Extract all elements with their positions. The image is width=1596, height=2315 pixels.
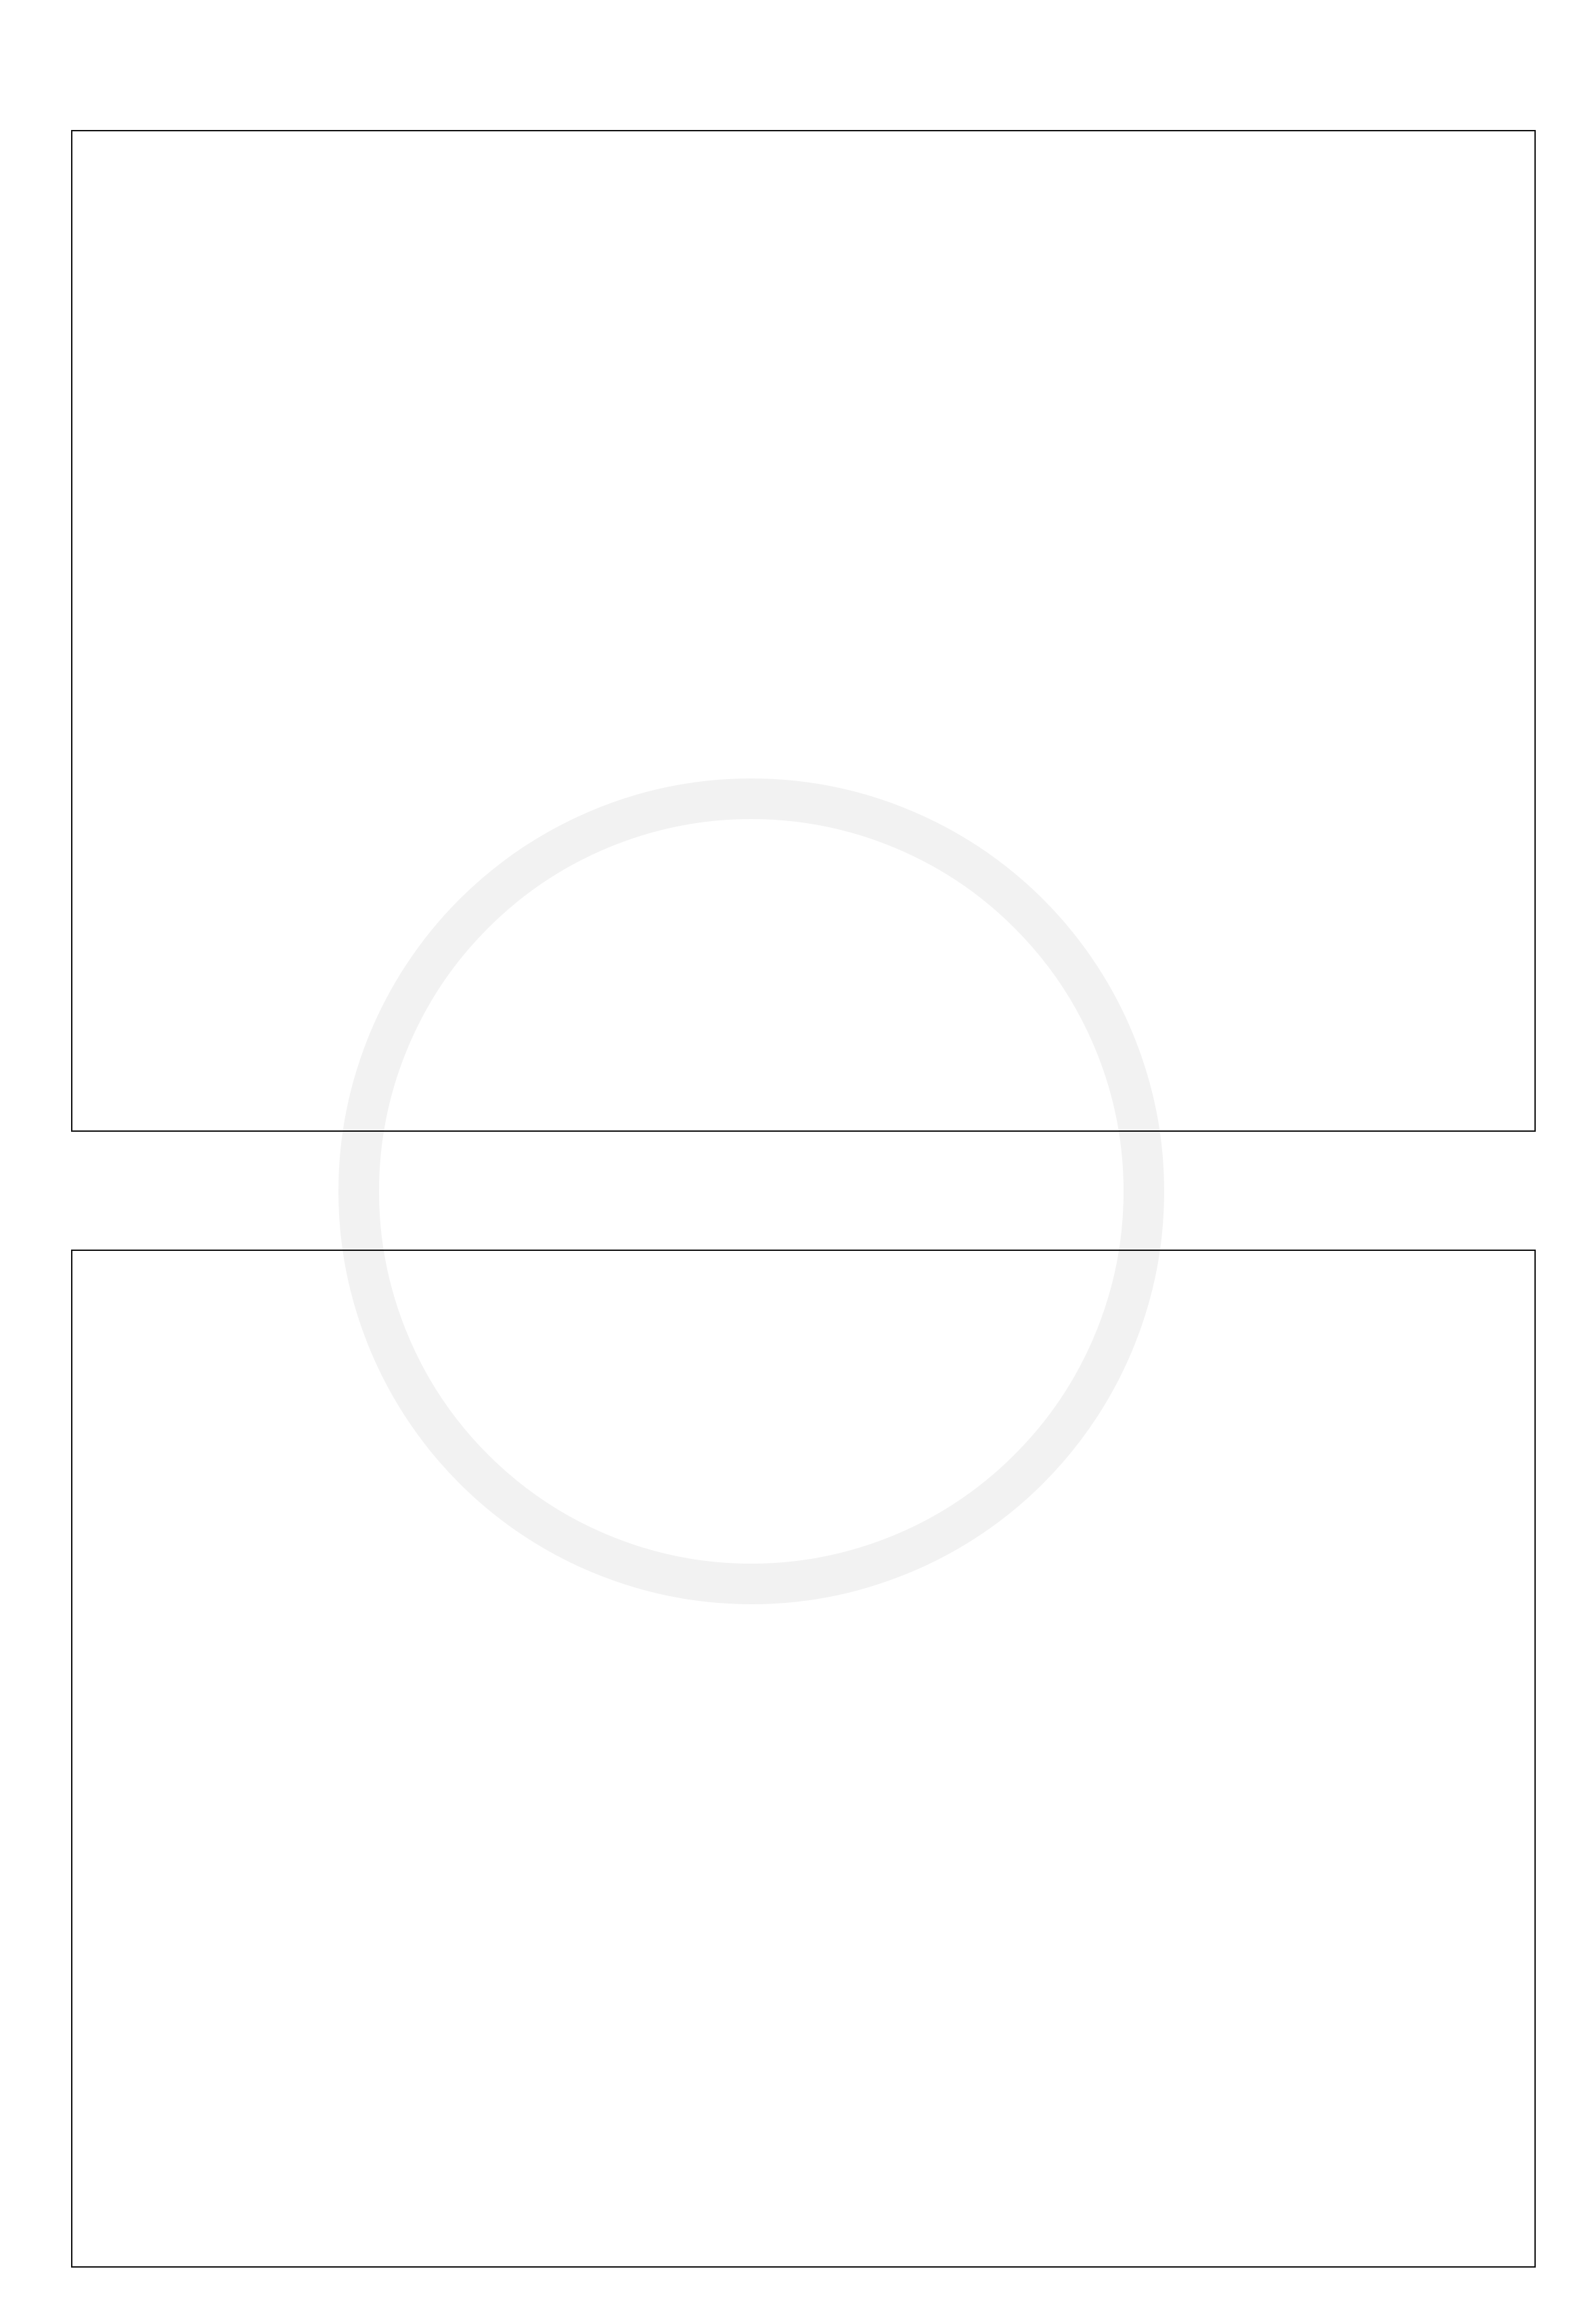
bottom-sheet xyxy=(71,1250,1536,2268)
top-sheet xyxy=(71,130,1536,1132)
